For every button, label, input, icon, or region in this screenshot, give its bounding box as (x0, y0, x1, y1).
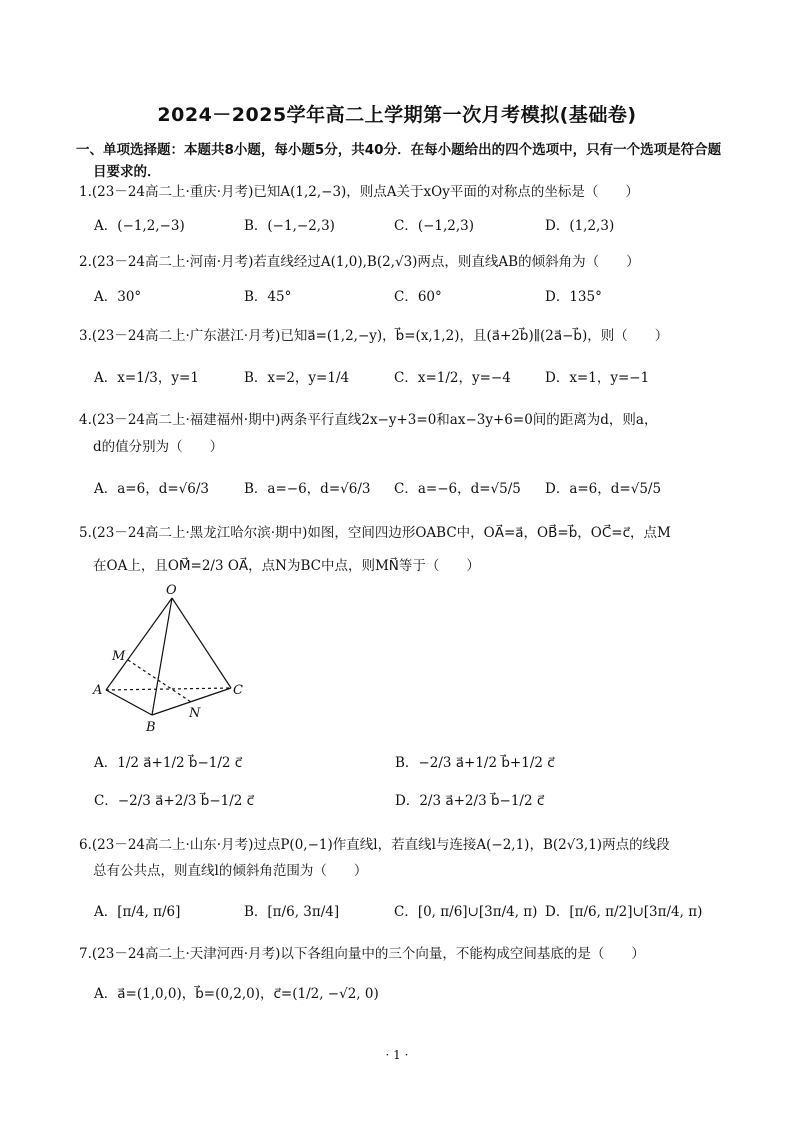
q1-option-a: A．(−1,2,−3) (94, 218, 185, 234)
question-4-stem-line1: 4.(23－24高二上·福建福州·期中)两条平行直线2x−y+3=0和ax−3y+6=0间的距离为d，则a， (79, 412, 658, 428)
q3-option-a: A．x=1/3，y=1 (94, 370, 199, 386)
label-m: M (112, 649, 126, 664)
q2-option-b: B．45° (244, 289, 292, 305)
tetrahedron-figure (86, 580, 256, 740)
label-n: N (189, 706, 201, 721)
question-7-stem: 7.(23－24高二上·天津河西·月考)以下各组向量中的三个向量，不能构成空间基底的是（ ） (79, 946, 645, 962)
q4-option-a: A．a=6，d=√6/3 (94, 481, 209, 497)
q4-option-b: B．a=−6，d=√6/3 (244, 481, 371, 497)
q2-option-c: C．60° (394, 289, 442, 305)
page-number: · 1 · (385, 1048, 409, 1062)
label-c: C (233, 683, 243, 698)
q6-option-b: B．[π/6, 3π/4] (244, 904, 340, 920)
label-a: A (93, 683, 103, 698)
q5-option-a: A．1/2 a⃗+1/2 b⃗−1/2 c⃗ (94, 755, 243, 771)
question-5-stem-line2: 在OA上，且OM⃗=2/3 OA⃗，点N为BC中点，则MN⃗等于（ ） (93, 558, 480, 574)
q1-option-c: C．(−1,2,3) (394, 218, 475, 234)
q1-option-d: D．(1,2,3) (545, 218, 615, 234)
question-2-stem: 2.(23－24高二上·河南·月考)若直线经过A(1,0),B(2,√3)两点，则直线AB的倾斜角为（ ） (79, 254, 640, 270)
q6-option-c: C．[0, π/6]∪[3π/4, π) (394, 904, 538, 920)
edge-oc (172, 598, 231, 688)
q5-option-d: D．2/3 a⃗+2/3 b⃗−1/2 c⃗ (395, 793, 545, 809)
q5-option-c: C．−2/3 a⃗+2/3 b⃗−1/2 c⃗ (94, 793, 255, 809)
q6-option-a: A．[π/4, π/6] (94, 904, 181, 920)
q3-option-d: D．x=1，y=−1 (545, 370, 650, 386)
q7-option-a: A．a⃗=(1,0,0)，b⃗=(0,2,0)，c⃗=(1/2, −√2, 0) (94, 986, 379, 1002)
question-6-stem-line2: 总有公共点，则直线l的倾斜角范围为（ ） (93, 863, 368, 879)
q2-option-d: D．135° (545, 289, 602, 305)
label-o: O (166, 583, 177, 598)
edge-ob (152, 598, 172, 715)
q6-option-d: D．[π/6, π/2]∪[3π/4, π) (545, 904, 703, 920)
label-b: B (146, 720, 156, 735)
question-5-stem-line1: 5.(23－24高二上·黑龙江哈尔滨·期中)如图，空间四边形OABC中，OA⃗=a⃗，OB⃗=b⃗，OC⃗=c⃗，点M (79, 525, 671, 541)
edge-ab (106, 690, 152, 715)
edge-oa (106, 598, 172, 690)
question-3-stem: 3.(23－24高二上·广东湛江·月考)已知a⃗=(1,2,−y)，b⃗=(x,1,2)，且(a⃗+2b⃗)∥(2a⃗−b⃗)，则（ ） (79, 328, 669, 344)
segment-mn-dashed (128, 660, 191, 702)
q3-option-b: B．x=2，y=1/4 (244, 370, 350, 386)
page-title: 2024－2025学年高二上学期第一次月考模拟(基础卷) (157, 104, 637, 126)
q3-option-c: C．x=1/2，y=−4 (394, 370, 511, 386)
question-6-stem-line1: 6.(23－24高二上·山东·月考)过点P(0,−1)作直线l，若直线l与连接A(−2,1)，B(2√3,1)两点的线段 (79, 837, 670, 853)
q4-option-d: D．a=6，d=√5/5 (545, 481, 662, 497)
edge-ac-dashed (106, 688, 231, 690)
section-heading-line1: 一、单项选择题：本题共8小题，每小题5分，共40分．在每小题给出的四个选项中，只有一个选项是符合题 (76, 142, 722, 158)
section-heading-line2: 目要求的． (93, 164, 161, 180)
q1-option-b: B．(−1,−2,3) (244, 218, 335, 234)
q5-option-b: B．−2/3 a⃗+1/2 b⃗+1/2 c⃗ (395, 755, 555, 771)
q2-option-a: A．30° (94, 289, 142, 305)
q4-option-c: C．a=−6，d=√5/5 (394, 481, 521, 497)
question-4-stem-line2: d的值分别为（ ） (93, 439, 224, 455)
question-1-stem: 1.(23－24高二上·重庆·月考)已知A(1,2,−3)，则点A关于xOy平面的对称点的坐标是（ ） (79, 184, 639, 200)
